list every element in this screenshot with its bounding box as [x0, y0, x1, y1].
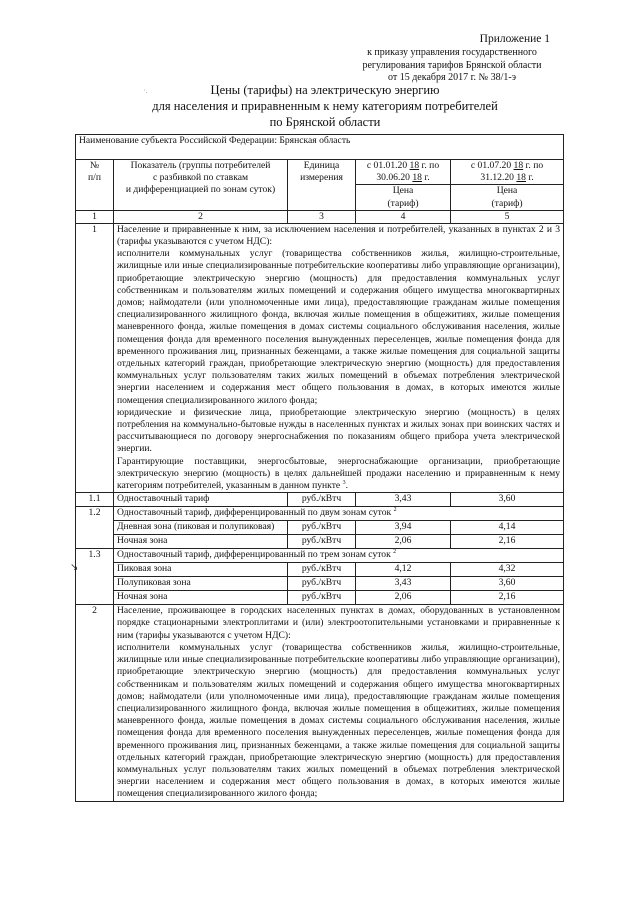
col-header-text: измерения: [300, 172, 343, 184]
period-text: г.: [424, 172, 430, 184]
footnote-ref: 3: [342, 479, 346, 486]
price-period-1: 2,06: [356, 535, 451, 549]
order-line: регулирования тарифов Брянской области: [362, 59, 542, 71]
price-period-1: 4,12: [356, 563, 451, 577]
row-unit: руб./кВтч: [288, 521, 356, 535]
column-number: 1: [76, 210, 114, 223]
title-line: Цены (тарифы) на электрическую энергию: [210, 83, 440, 97]
margin-mark: ↘: [70, 562, 79, 573]
group-label-text: Одноставочный тариф, дифференцированный по трем зонам суток: [117, 549, 391, 561]
table-row: [76, 591, 564, 605]
row-label: Одноставочный тариф: [114, 493, 288, 507]
section-2-row: [76, 605, 564, 801]
col-header-price-2: [451, 185, 564, 210]
section-paragraph: юридические и физические лица, приобретающие электрическую энергию (мощность) в целях потребления на коммунально-бытовые нужды в населенных пунктах и жилых зонах при воинских частях и рассчитывающиеся по договору энергоснабжения по показаниям общего прибора учета электрической энергии.: [117, 406, 561, 455]
row-label: Пиковая зона: [114, 563, 288, 577]
paragraph-text: .: [345, 480, 348, 492]
paragraph-text: Гарантирующие поставщики, энергосбытовые, энергоснабжающие организации, приобретающие электрическую энергию (мощность) в целях дальнейшей продажи населению и приравненным к нему категориям потребителей, указанным в данном пункте: [117, 455, 561, 492]
period-text: 30.06.20: [376, 172, 410, 184]
price-period-2: 3,60: [451, 577, 564, 591]
price-period-2: 2,16: [451, 535, 564, 549]
col-header-price-1: [356, 185, 451, 210]
tariff-table: [75, 134, 564, 802]
row-number: 1.1: [76, 493, 114, 507]
row-group-label: [114, 507, 564, 521]
period-year: 18: [516, 172, 526, 184]
row-label: Ночная зона: [114, 591, 288, 605]
footnote-ref: 2: [393, 549, 397, 556]
period-year: 18: [409, 160, 420, 171]
table-row: [76, 493, 564, 507]
group-label-text: Одноставочный тариф, дифференцированный по двум зонам суток: [117, 507, 392, 519]
table-row: [76, 535, 564, 549]
price-period-1: 3,43: [356, 493, 451, 507]
col-header-text: Единица: [303, 160, 340, 171]
footnote-ref: 2: [393, 507, 397, 514]
column-number: 4: [356, 210, 451, 223]
row-label: Полупиковая зона: [114, 577, 288, 591]
col-header-unit: [288, 160, 356, 211]
subject-name: Наименование субъекта Российской Федерации: Брянская область: [76, 135, 564, 160]
column-number: 2: [114, 210, 288, 223]
col-header-period-2: [451, 160, 564, 185]
period-text: г. по: [525, 160, 544, 171]
row-unit: руб./кВтч: [288, 563, 356, 577]
table-row: [76, 577, 564, 591]
column-number-row: [76, 210, 564, 223]
row-number: 1.3: [76, 549, 114, 605]
col-header-text: Цена: [392, 185, 414, 197]
period-text: с 01.07.20: [470, 160, 512, 171]
subject-row: [76, 135, 564, 160]
period-text: с 01.01.20: [366, 160, 408, 171]
col-header-text: (тариф): [387, 197, 419, 209]
period-year: 18: [513, 160, 524, 171]
col-header-num: [76, 160, 114, 211]
table-row: [76, 507, 564, 521]
col-header-text: №: [89, 160, 100, 171]
price-period-2: 4,14: [451, 521, 564, 535]
document-title: [100, 82, 550, 130]
row-unit: руб./кВтч: [288, 535, 356, 549]
column-number: 5: [451, 210, 564, 223]
section-paragraph: исполнители коммунальных услуг (товарищества собственников жилья, жилищно-строительные, жилищные или иные специализированные потребительские кооперативы либо управляющие организации), приобретающие электрическую энергию (мощность) для предоставления коммунальных услуг собственникам и пользователям жилых помещений и содержания общего имущества многоквартирных домов; наймодатели (или уполномоченные ими лица), предоставляющие гражданам жилые помещения специализированного жилищного фонда, включая жилые помещения в общежитиях, жилые помещения маневренного фонда, жилые помещения в домах системы социального обслуживания населения, жилые помещения фонда для временного поселения вынужденных переселенцев, жилые помещения фонда для временного проживания лиц, признанных беженцами, а также жилые помещения для социальной защиты отдельных категорий граждан, приобретающие электрическую энергию (мощность) для предоставления коммунальных услуг пользователям таких жилых помещений в объемах потребления электрической энергии населением и содержания мест общего пользования в домах, в которых имеются жилые помещения специализированного жилого фонда;: [117, 248, 561, 406]
col-header-indicator: [114, 160, 288, 211]
price-period-2: 3,60: [451, 493, 564, 507]
header-row: [76, 160, 564, 185]
title-line: по Брянской области: [269, 115, 381, 129]
order-reference: [352, 47, 552, 85]
section-paragraph: [117, 456, 560, 493]
scan-speck: ·.: [143, 86, 148, 95]
row-number: 1: [76, 223, 114, 492]
row-number: 1.2: [76, 507, 114, 549]
row-number: 2: [76, 605, 114, 801]
section-1-description: [114, 223, 564, 492]
section-1-row: [76, 223, 564, 492]
col-header-text: и дифференциацией по зонам суток): [125, 184, 276, 196]
section-2-description: [114, 605, 564, 801]
order-line: от 15 декабря 2017 г. № 38/1-э: [387, 72, 516, 83]
price-period-2: 2,16: [451, 591, 564, 605]
row-unit: руб./кВтч: [288, 577, 356, 591]
row-unit: руб./кВтч: [288, 591, 356, 605]
column-number: 3: [288, 210, 356, 223]
col-header-text: (тариф): [491, 197, 523, 209]
period-text: г.: [528, 172, 534, 184]
price-period-1: 3,94: [356, 521, 451, 535]
col-header-period-1: [356, 160, 451, 185]
period-year: 18: [412, 172, 422, 184]
title-line: для населения и приравненным к нему категориям потребителей: [152, 99, 498, 113]
col-header-text: Цена: [496, 185, 518, 197]
appendix-label: Приложение 1: [479, 33, 550, 45]
col-header-text: с разбивкой по ставкам: [152, 172, 249, 184]
table-row: [76, 563, 564, 577]
row-group-label: [114, 549, 564, 563]
col-header-text: п/п: [88, 172, 101, 184]
row-unit: руб./кВтч: [288, 493, 356, 507]
period-text: 31.12.20: [480, 172, 514, 184]
section-intro: Население, проживающее в городских населенных пунктах в домах, оборудованных в установленном порядке стационарными электроплитами и (или) электроотопительными установками и приравненные к ним (тарифы указываются с учетом НДС):: [117, 605, 561, 641]
period-text: г. по: [421, 160, 440, 171]
row-label: Ночная зона: [114, 535, 288, 549]
order-line: к приказу управления государственного: [367, 47, 537, 58]
table-row: [76, 549, 564, 563]
col-header-text: Показатель (группы потребителей: [130, 160, 271, 171]
table-row: [76, 521, 564, 535]
price-period-1: 3,43: [356, 577, 451, 591]
row-label: Дневная зона (пиковая и полупиковая): [114, 521, 288, 535]
price-period-2: 4,32: [451, 563, 564, 577]
price-period-1: 2,06: [356, 591, 451, 605]
section-paragraph: исполнители коммунальных услуг (товарищества собственников жилья, жилищно-строительные, жилищные или иные специализированные потребительские кооперативы либо управляющие организации), приобретающие электрическую энергию (мощность) для предоставления коммунальных услуг собственникам и пользователям жилых помещений и содержания общего имущества многоквартирных домов; наймодатели (или уполномоченные ими лица), предоставляющие гражданам жилые помещения специализированного жилищного фонда, включая жилые помещения в общежитиях, жилые помещения маневренного фонда, жилые помещения в домах системы социального обслуживания населения, жилые помещения фонда для временного поселения вынужденных переселенцев, жилые помещения фонда для временного проживания лиц, признанных беженцами, а также жилые помещения для социальной защиты отдельных категорий граждан, приобретающие электрическую энергию (мощность) для предоставления коммунальных услуг пользователям таких жилых помещений в объемах потребления электрической энергии населением и содержания мест общего пользования в домах, в которых имеются жилые помещения специализированного жилого фонда;: [117, 641, 561, 800]
section-intro: Население и приравненные к ним, за исключением населения и потребителей, указанных в пунктах 2 и 3 (тарифы указываются с учетом НДС):: [117, 223, 561, 248]
